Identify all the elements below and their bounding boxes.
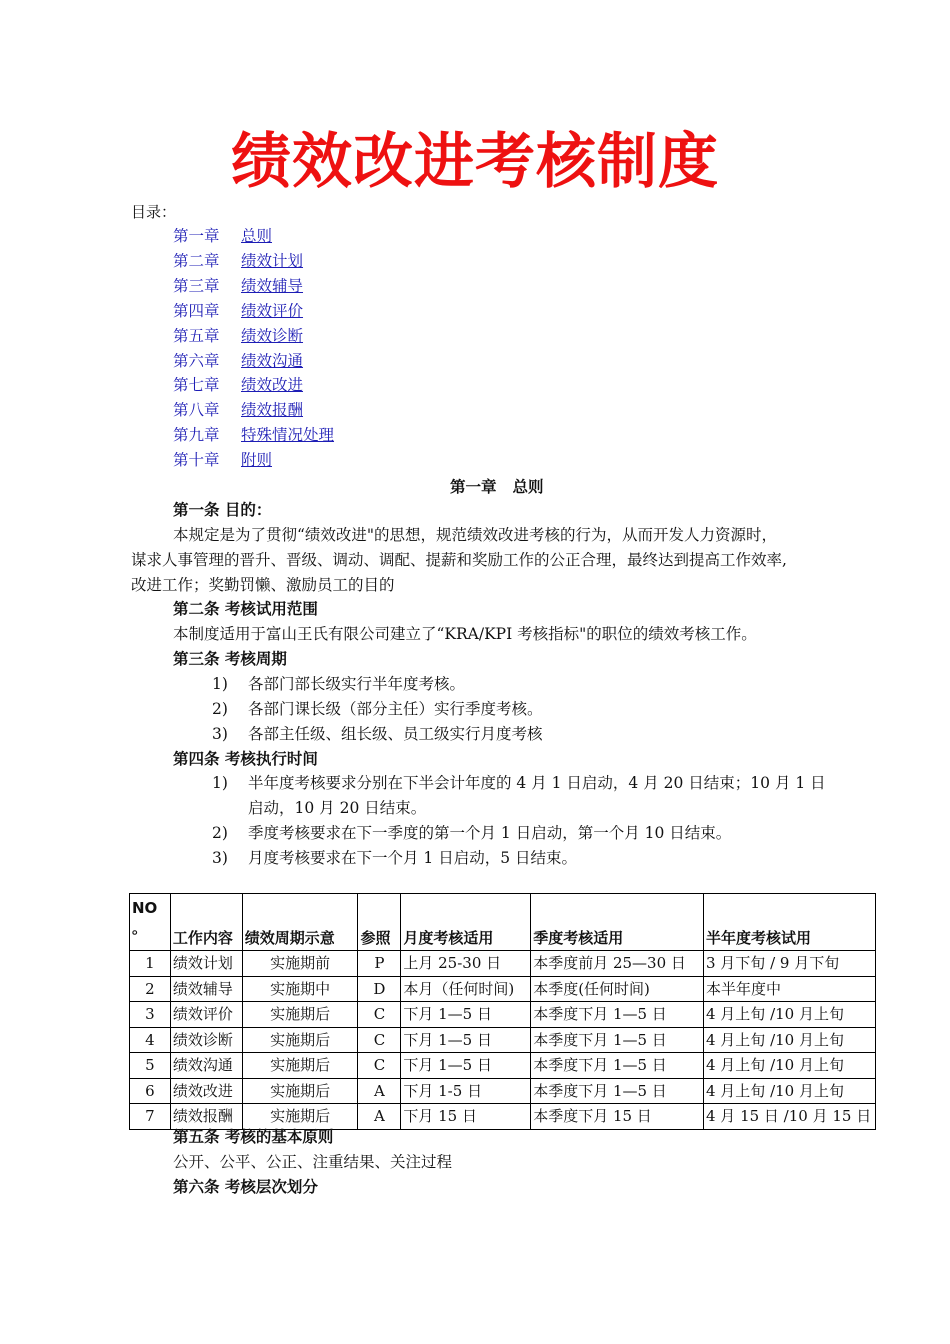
- toc-chapter-number: 第五章: [173, 327, 220, 345]
- column-header: 季度考核适用: [531, 894, 704, 951]
- table-cell: 5: [130, 1053, 171, 1079]
- table-cell: 下月 1—5 日: [401, 1053, 531, 1079]
- toc-chapter-number: 第六章: [173, 352, 220, 370]
- table-cell: 本月（任何时间): [401, 976, 531, 1002]
- article-2-title: 第二条 考核试用范围: [173, 600, 318, 618]
- list-number: 3): [212, 725, 228, 743]
- table-cell: 4 月 15 日 /10 月 15 日: [703, 1104, 875, 1130]
- table-cell: 4 月上旬 /10 月上旬: [703, 1027, 875, 1053]
- list-number: 2): [212, 700, 228, 718]
- article-3-title: 第三条 考核周期: [173, 650, 287, 668]
- article-1-text-line: 本规定是为了贯彻“绩效改进"的思想，规范绩效改进考核的行为，从而开发人力资源时，: [173, 526, 778, 544]
- article-6-title: 第六条 考核层次划分: [173, 1178, 318, 1196]
- column-header: 工作内容: [170, 894, 242, 951]
- table-row: [130, 1053, 876, 1079]
- article-1-title: 第一条 目的：: [173, 501, 272, 519]
- toc-chapter-number: 第二章: [173, 252, 220, 270]
- toc-item[interactable]: [173, 275, 303, 297]
- table-header-row: [130, 894, 876, 951]
- table-cell: 下月 1-5 日: [401, 1078, 531, 1104]
- column-header: NO 。: [130, 894, 171, 951]
- table-cell: 本季度下月 1—5 日: [531, 1027, 704, 1053]
- list-number: 2): [212, 824, 228, 842]
- table-cell: 2: [130, 976, 171, 1002]
- table-cell: 本季度下月 1—5 日: [531, 1002, 704, 1028]
- table-cell: 下月 1—5 日: [401, 1027, 531, 1053]
- table-cell: 本季度前月 25—30 日: [531, 951, 704, 977]
- table-cell: 实施期中: [242, 976, 358, 1002]
- table-cell: 下月 1—5 日: [401, 1002, 531, 1028]
- table-cell: 实施期后: [242, 1053, 358, 1079]
- toc-item[interactable]: [173, 424, 334, 446]
- assessment-schedule-table: [129, 893, 876, 1130]
- article-1-text-line: 谋求人事管理的晋升、晋级、调动、调配、提薪和奖励工作的公正合理，最终达到提高工作效率,: [131, 551, 787, 569]
- toc-chapter-link[interactable]: 绩效沟通: [241, 352, 304, 370]
- table-cell: A: [358, 1078, 401, 1104]
- table-cell: 实施期后: [242, 1078, 358, 1104]
- toc-chapter-number: 第一章: [173, 227, 220, 245]
- list-item: [212, 822, 731, 844]
- table-cell: 1: [130, 951, 171, 977]
- table-cell: 实施期后: [242, 1104, 358, 1130]
- column-header: 月度考核适用: [401, 894, 531, 951]
- toc-chapter-link[interactable]: 特殊情况处理: [241, 426, 335, 444]
- table-row: [130, 951, 876, 977]
- list-item: [212, 772, 826, 794]
- chapter-heading-number: 第一章: [450, 478, 497, 496]
- table-cell: 绩效计划: [170, 951, 242, 977]
- toc-chapter-link[interactable]: 绩效评价: [241, 302, 304, 320]
- toc-item[interactable]: [173, 374, 303, 396]
- list-item: [212, 847, 577, 869]
- table-cell: 6: [130, 1078, 171, 1104]
- document-title: 绩效改进考核制度: [231, 127, 719, 197]
- table-cell: C: [358, 1027, 401, 1053]
- table-cell: 下月 15 日: [401, 1104, 531, 1130]
- list-item: [212, 673, 465, 695]
- article-4-title: 第四条 考核执行时间: [173, 750, 318, 768]
- toc-item[interactable]: [173, 449, 272, 471]
- table-cell: 绩效沟通: [170, 1053, 242, 1079]
- table-cell: D: [358, 976, 401, 1002]
- table-cell: 绩效诊断: [170, 1027, 242, 1053]
- toc-item[interactable]: [173, 350, 303, 372]
- list-text: 各部门部长级实行半年度考核。: [248, 675, 466, 693]
- table-row: [130, 1078, 876, 1104]
- column-header: 参照: [358, 894, 401, 951]
- table-cell: 4 月上旬 /10 月上旬: [703, 1053, 875, 1079]
- table-cell: 本季度(任何时间): [531, 976, 704, 1002]
- toc-chapter-number: 第三章: [173, 277, 220, 295]
- chapter-heading-name: 总则: [512, 478, 544, 496]
- toc-chapter-link[interactable]: 总则: [241, 227, 273, 245]
- table-cell: P: [358, 951, 401, 977]
- article-5-text: 公开、公平、公正、注重结果、关注过程: [173, 1153, 453, 1171]
- article-2-text: 本制度适用于富山王氏有限公司建立了“KRA/KPI 考核指标"的职位的绩效考核工作。: [173, 625, 757, 643]
- toc-label: 目录：: [131, 203, 177, 221]
- list-text: 各部门课长级（部分主任）实行季度考核。: [248, 700, 543, 718]
- toc-chapter-link[interactable]: 绩效辅导: [241, 277, 304, 295]
- table-cell: 绩效辅导: [170, 976, 242, 1002]
- table-cell: 3: [130, 1002, 171, 1028]
- table-row: [130, 976, 876, 1002]
- table-cell: 本半年度中: [703, 976, 875, 1002]
- table-cell: 实施期后: [242, 1002, 358, 1028]
- table-cell: 绩效报酬: [170, 1104, 242, 1130]
- toc-chapter-link[interactable]: 附则: [241, 451, 273, 469]
- table-cell: 绩效改进: [170, 1078, 242, 1104]
- table-cell: 实施期后: [242, 1027, 358, 1053]
- toc-item[interactable]: [173, 325, 303, 347]
- toc-item[interactable]: [173, 300, 303, 322]
- toc-chapter-link[interactable]: 绩效计划: [241, 252, 304, 270]
- table-cell: 本季度下月 1—5 日: [531, 1053, 704, 1079]
- toc-chapter-number: 第八章: [173, 401, 220, 419]
- list-number: 1): [212, 774, 228, 792]
- toc-chapter-number: 第十章: [173, 451, 220, 469]
- toc-item[interactable]: [173, 250, 303, 272]
- list-item: [212, 698, 543, 720]
- table-cell: 4: [130, 1027, 171, 1053]
- table-cell: 上月 25-30 日: [401, 951, 531, 977]
- table-cell: 4 月上旬 /10 月上旬: [703, 1002, 875, 1028]
- table-cell: 绩效评价: [170, 1002, 242, 1028]
- list-number: 1): [212, 675, 228, 693]
- toc-chapter-link[interactable]: 绩效改进: [241, 376, 304, 394]
- table-cell: C: [358, 1002, 401, 1028]
- list-text: 季度考核要求在下一季度的第一个月 1 日启动，第一个月 10 日结束。: [248, 824, 732, 842]
- article-5-title: 第五条 考核的基本原则: [173, 1128, 334, 1146]
- table-cell: 实施期前: [242, 951, 358, 977]
- list-text: 各部主任级、组长级、员工级实行月度考核: [248, 725, 543, 743]
- toc-item[interactable]: [173, 399, 303, 421]
- toc-chapter-number: 第九章: [173, 426, 220, 444]
- toc-chapter-link[interactable]: 绩效诊断: [241, 327, 304, 345]
- list-text: 半年度考核要求分别在下半会计年度的 4 月 1 日启动，4 月 20 日结束；10 月 1 日: [248, 774, 826, 792]
- list-number: 3): [212, 849, 228, 867]
- table-cell: 本季度下月 1—5 日: [531, 1078, 704, 1104]
- article-1-text-line: 改进工作；奖勤罚懒、激励员工的目的: [131, 576, 395, 594]
- table-cell: 3 月下旬 / 9 月下旬: [703, 951, 875, 977]
- table-cell: 本季度下月 15 日: [531, 1104, 704, 1130]
- column-header: 绩效周期示意: [242, 894, 358, 951]
- table-cell: 4 月上旬 /10 月上旬: [703, 1078, 875, 1104]
- table-cell: C: [358, 1053, 401, 1079]
- table-row: [130, 1002, 876, 1028]
- list-text: 月度考核要求在下一个月 1 日启动，5 日结束。: [248, 849, 578, 867]
- toc-chapter-link[interactable]: 绩效报酬: [241, 401, 304, 419]
- toc-item[interactable]: [173, 225, 272, 247]
- toc-chapter-number: 第七章: [173, 376, 220, 394]
- chapter-heading: [450, 475, 544, 497]
- list-text-continued: 启动，10 月 20 日结束。: [248, 799, 427, 817]
- table-cell: A: [358, 1104, 401, 1130]
- list-item: [212, 723, 543, 745]
- toc-chapter-number: 第四章: [173, 302, 220, 320]
- table-cell: 7: [130, 1104, 171, 1130]
- table-row: [130, 1027, 876, 1053]
- column-header: 半年度考核试用: [703, 894, 875, 951]
